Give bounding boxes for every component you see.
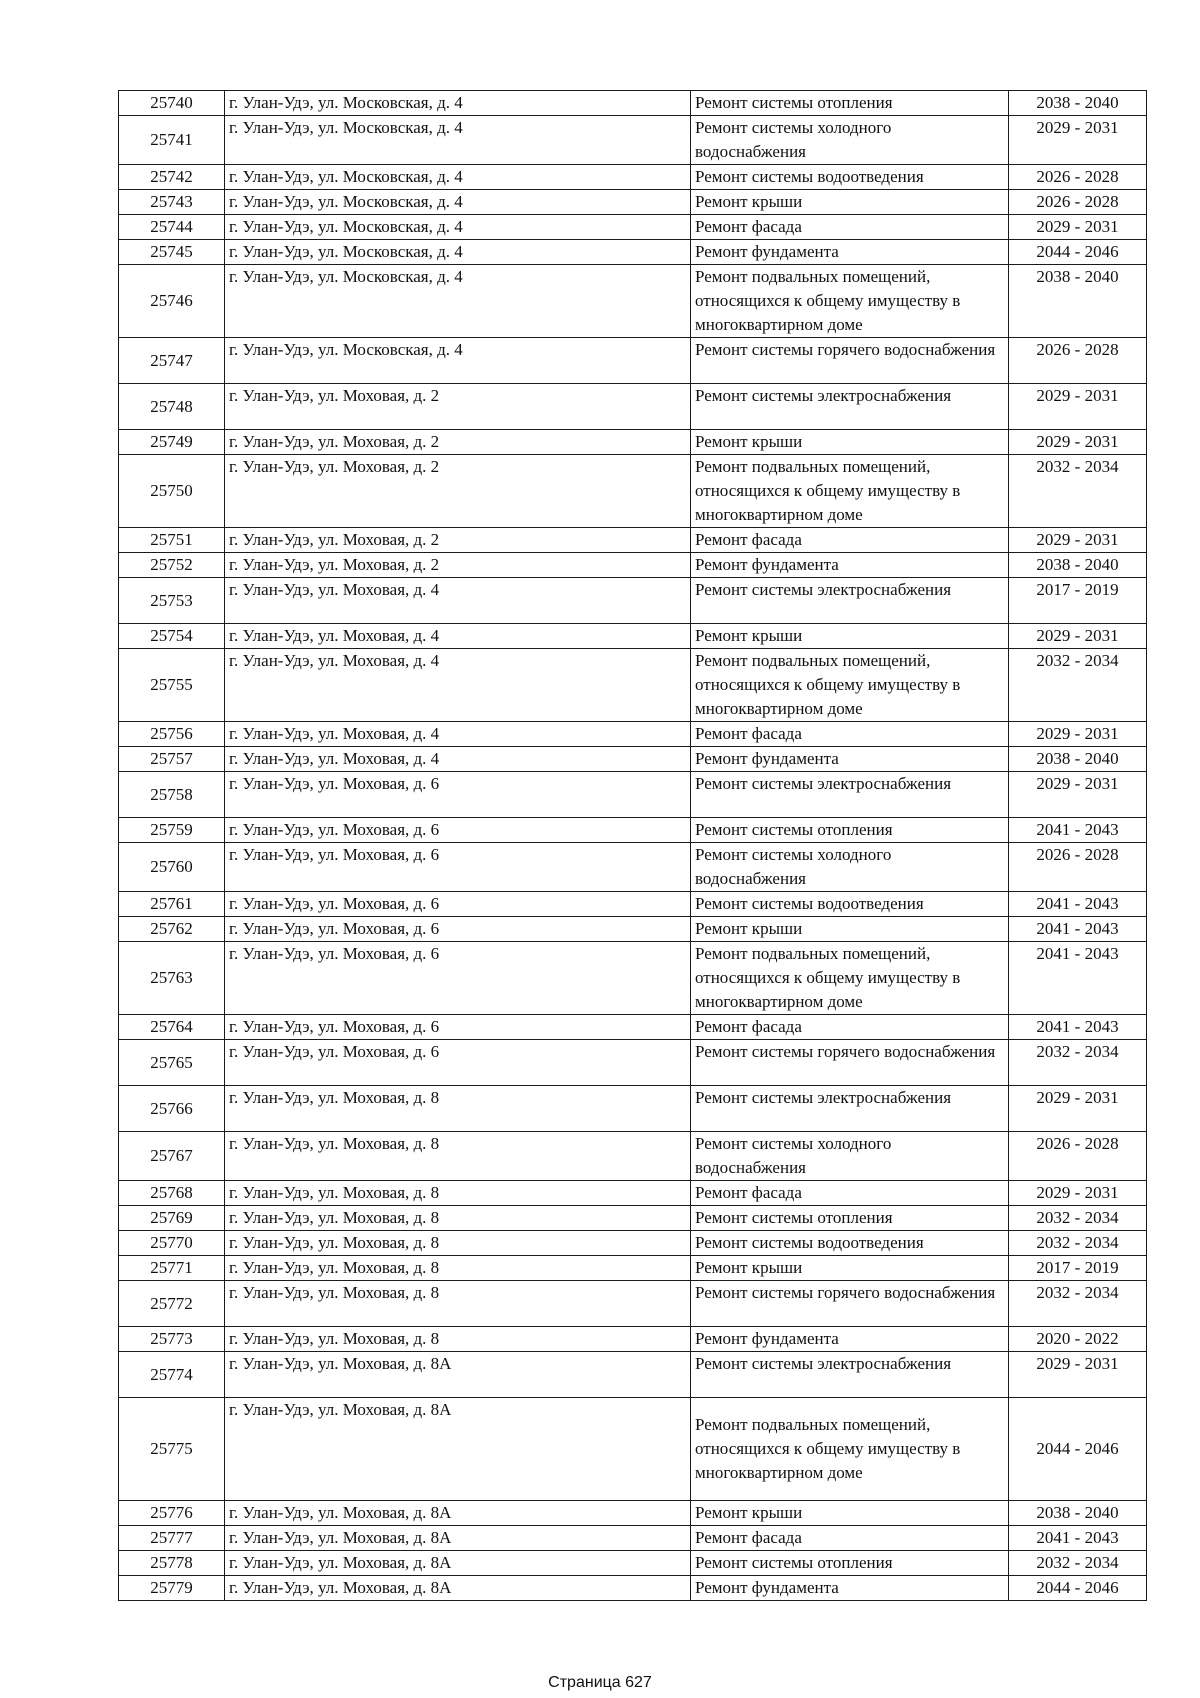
row-number-cell: 25759 [119, 818, 225, 843]
address-cell: г. Улан-Удэ, ул. Моховая, д. 8 [225, 1206, 691, 1231]
table-row [119, 1398, 1147, 1501]
table-row [119, 1256, 1147, 1281]
work-type-cell: Ремонт системы холодного водоснабжения [691, 1132, 1009, 1181]
period-cell: 2041 - 2043 [1009, 1015, 1147, 1040]
row-number-cell: 25762 [119, 917, 225, 942]
address-cell: г. Улан-Удэ, ул. Моховая, д. 6 [225, 942, 691, 1015]
row-number-cell: 25758 [119, 772, 225, 818]
address-cell: г. Улан-Удэ, ул. Моховая, д. 8А [225, 1352, 691, 1398]
address-cell: г. Улан-Удэ, ул. Московская, д. 4 [225, 190, 691, 215]
row-number-cell: 25749 [119, 430, 225, 455]
table-row [119, 215, 1147, 240]
row-number-cell: 25775 [119, 1398, 225, 1501]
row-number-cell: 25770 [119, 1231, 225, 1256]
row-number-cell: 25742 [119, 165, 225, 190]
table-row [119, 1352, 1147, 1398]
row-number-cell: 25745 [119, 240, 225, 265]
address-cell: г. Улан-Удэ, ул. Моховая, д. 2 [225, 528, 691, 553]
row-number-cell: 25753 [119, 578, 225, 624]
table-row [119, 1206, 1147, 1231]
row-number-cell: 25766 [119, 1086, 225, 1132]
row-number-cell: 25769 [119, 1206, 225, 1231]
address-cell: г. Улан-Удэ, ул. Моховая, д. 6 [225, 818, 691, 843]
period-cell: 2026 - 2028 [1009, 190, 1147, 215]
row-number-cell: 25761 [119, 892, 225, 917]
table-row [119, 1281, 1147, 1327]
row-number-cell: 25763 [119, 942, 225, 1015]
address-cell: г. Улан-Удэ, ул. Моховая, д. 4 [225, 578, 691, 624]
work-type-cell: Ремонт системы электроснабжения [691, 1352, 1009, 1398]
table-row [119, 1526, 1147, 1551]
work-type-cell: Ремонт крыши [691, 1501, 1009, 1526]
address-cell: г. Улан-Удэ, ул. Моховая, д. 8 [225, 1086, 691, 1132]
table-row [119, 338, 1147, 384]
work-type-cell: Ремонт подвальных помещений, относящихся к общему имуществу в многоквартирном доме [691, 1398, 1009, 1501]
work-type-cell: Ремонт фасада [691, 1526, 1009, 1551]
work-type-cell: Ремонт фасада [691, 722, 1009, 747]
table-row [119, 240, 1147, 265]
row-number-cell: 25773 [119, 1327, 225, 1352]
work-type-cell: Ремонт крыши [691, 624, 1009, 649]
period-cell: 2032 - 2034 [1009, 1231, 1147, 1256]
address-cell: г. Улан-Удэ, ул. Московская, д. 4 [225, 215, 691, 240]
work-type-cell: Ремонт фасада [691, 1015, 1009, 1040]
period-cell: 2041 - 2043 [1009, 917, 1147, 942]
table-row [119, 624, 1147, 649]
table-row [119, 165, 1147, 190]
row-number-cell: 25776 [119, 1501, 225, 1526]
period-cell: 2017 - 2019 [1009, 1256, 1147, 1281]
table-row [119, 265, 1147, 338]
table-row [119, 892, 1147, 917]
row-number-cell: 25754 [119, 624, 225, 649]
table-row [119, 1576, 1147, 1601]
table-row [119, 1327, 1147, 1352]
row-number-cell: 25764 [119, 1015, 225, 1040]
period-cell: 2029 - 2031 [1009, 1086, 1147, 1132]
address-cell: г. Улан-Удэ, ул. Московская, д. 4 [225, 116, 691, 165]
period-cell: 2029 - 2031 [1009, 1181, 1147, 1206]
row-number-cell: 25772 [119, 1281, 225, 1327]
row-number-cell: 25744 [119, 215, 225, 240]
address-cell: г. Улан-Удэ, ул. Моховая, д. 6 [225, 772, 691, 818]
row-number-cell: 25767 [119, 1132, 225, 1181]
table-row [119, 917, 1147, 942]
period-cell: 2029 - 2031 [1009, 116, 1147, 165]
table-row [119, 1551, 1147, 1576]
work-type-cell: Ремонт крыши [691, 1256, 1009, 1281]
row-number-cell: 25740 [119, 91, 225, 116]
work-type-cell: Ремонт системы водоотведения [691, 165, 1009, 190]
work-type-cell: Ремонт системы горячего водоснабжения [691, 338, 1009, 384]
address-cell: г. Улан-Удэ, ул. Московская, д. 4 [225, 240, 691, 265]
period-cell: 2041 - 2043 [1009, 942, 1147, 1015]
period-cell: 2026 - 2028 [1009, 1132, 1147, 1181]
capital-repair-table [118, 90, 1147, 1601]
work-type-cell: Ремонт фундамента [691, 747, 1009, 772]
row-number-cell: 25747 [119, 338, 225, 384]
period-cell: 2038 - 2040 [1009, 553, 1147, 578]
period-cell: 2029 - 2031 [1009, 430, 1147, 455]
work-type-cell: Ремонт системы отопления [691, 91, 1009, 116]
table-row [119, 942, 1147, 1015]
period-cell: 2038 - 2040 [1009, 265, 1147, 338]
work-type-cell: Ремонт фасада [691, 528, 1009, 553]
table-row [119, 722, 1147, 747]
work-type-cell: Ремонт крыши [691, 190, 1009, 215]
table-row [119, 553, 1147, 578]
row-number-cell: 25750 [119, 455, 225, 528]
work-type-cell: Ремонт подвальных помещений, относящихся к общему имуществу в многоквартирном доме [691, 265, 1009, 338]
work-type-cell: Ремонт фундамента [691, 1327, 1009, 1352]
work-type-cell: Ремонт подвальных помещений, относящихся к общему имуществу в многоквартирном доме [691, 455, 1009, 528]
work-type-cell: Ремонт системы холодного водоснабжения [691, 116, 1009, 165]
table-row [119, 91, 1147, 116]
row-number-cell: 25755 [119, 649, 225, 722]
period-cell: 2029 - 2031 [1009, 215, 1147, 240]
period-cell: 2032 - 2034 [1009, 649, 1147, 722]
address-cell: г. Улан-Удэ, ул. Моховая, д. 6 [225, 917, 691, 942]
address-cell: г. Улан-Удэ, ул. Моховая, д. 6 [225, 843, 691, 892]
row-number-cell: 25757 [119, 747, 225, 772]
period-cell: 2044 - 2046 [1009, 240, 1147, 265]
table-row [119, 649, 1147, 722]
work-type-cell: Ремонт фасада [691, 1181, 1009, 1206]
work-type-cell: Ремонт фундамента [691, 553, 1009, 578]
row-number-cell: 25779 [119, 1576, 225, 1601]
table-row [119, 843, 1147, 892]
work-type-cell: Ремонт фундамента [691, 1576, 1009, 1601]
work-type-cell: Ремонт системы электроснабжения [691, 578, 1009, 624]
row-number-cell: 25778 [119, 1551, 225, 1576]
address-cell: г. Улан-Удэ, ул. Моховая, д. 2 [225, 553, 691, 578]
address-cell: г. Улан-Удэ, ул. Моховая, д. 4 [225, 747, 691, 772]
address-cell: г. Улан-Удэ, ул. Моховая, д. 8 [225, 1181, 691, 1206]
address-cell: г. Улан-Удэ, ул. Моховая, д. 4 [225, 649, 691, 722]
work-type-cell: Ремонт фасада [691, 215, 1009, 240]
address-cell: г. Улан-Удэ, ул. Моховая, д. 2 [225, 384, 691, 430]
table-row [119, 528, 1147, 553]
work-type-cell: Ремонт системы горячего водоснабжения [691, 1281, 1009, 1327]
address-cell: г. Улан-Удэ, ул. Московская, д. 4 [225, 265, 691, 338]
period-cell: 2032 - 2034 [1009, 455, 1147, 528]
row-number-cell: 25765 [119, 1040, 225, 1086]
period-cell: 2029 - 2031 [1009, 772, 1147, 818]
address-cell: г. Улан-Удэ, ул. Московская, д. 4 [225, 91, 691, 116]
table-row [119, 384, 1147, 430]
period-cell: 2044 - 2046 [1009, 1398, 1147, 1501]
address-cell: г. Улан-Удэ, ул. Моховая, д. 8А [225, 1526, 691, 1551]
period-cell: 2041 - 2043 [1009, 818, 1147, 843]
period-cell: 2032 - 2034 [1009, 1551, 1147, 1576]
address-cell: г. Улан-Удэ, ул. Моховая, д. 4 [225, 722, 691, 747]
table-row [119, 116, 1147, 165]
address-cell: г. Улан-Удэ, ул. Моховая, д. 8 [225, 1256, 691, 1281]
period-cell: 2041 - 2043 [1009, 1526, 1147, 1551]
address-cell: г. Улан-Удэ, ул. Моховая, д. 8 [225, 1281, 691, 1327]
row-number-cell: 25774 [119, 1352, 225, 1398]
period-cell: 2017 - 2019 [1009, 578, 1147, 624]
address-cell: г. Улан-Удэ, ул. Моховая, д. 2 [225, 430, 691, 455]
period-cell: 2020 - 2022 [1009, 1327, 1147, 1352]
table-row [119, 818, 1147, 843]
period-cell: 2038 - 2040 [1009, 1501, 1147, 1526]
address-cell: г. Улан-Удэ, ул. Моховая, д. 8А [225, 1501, 691, 1526]
period-cell: 2026 - 2028 [1009, 843, 1147, 892]
address-cell: г. Улан-Удэ, ул. Московская, д. 4 [225, 165, 691, 190]
row-number-cell: 25760 [119, 843, 225, 892]
row-number-cell: 25752 [119, 553, 225, 578]
work-type-cell: Ремонт фундамента [691, 240, 1009, 265]
table-row [119, 1086, 1147, 1132]
table-body [119, 91, 1147, 1601]
table-row [119, 772, 1147, 818]
table-row [119, 1231, 1147, 1256]
table-row [119, 1181, 1147, 1206]
period-cell: 2026 - 2028 [1009, 338, 1147, 384]
address-cell: г. Улан-Удэ, ул. Моховая, д. 8А [225, 1398, 691, 1501]
work-type-cell: Ремонт системы отопления [691, 1206, 1009, 1231]
period-cell: 2032 - 2034 [1009, 1206, 1147, 1231]
period-cell: 2032 - 2034 [1009, 1281, 1147, 1327]
table-row [119, 578, 1147, 624]
row-number-cell: 25741 [119, 116, 225, 165]
period-cell: 2029 - 2031 [1009, 722, 1147, 747]
work-type-cell: Ремонт подвальных помещений, относящихся к общему имуществу в многоквартирном доме [691, 942, 1009, 1015]
period-cell: 2038 - 2040 [1009, 91, 1147, 116]
work-type-cell: Ремонт системы горячего водоснабжения [691, 1040, 1009, 1086]
period-cell: 2029 - 2031 [1009, 624, 1147, 649]
address-cell: г. Улан-Удэ, ул. Моховая, д. 2 [225, 455, 691, 528]
period-cell: 2041 - 2043 [1009, 892, 1147, 917]
work-type-cell: Ремонт крыши [691, 917, 1009, 942]
address-cell: г. Улан-Удэ, ул. Моховая, д. 6 [225, 892, 691, 917]
table-row [119, 1132, 1147, 1181]
table-row [119, 1015, 1147, 1040]
row-number-cell: 25751 [119, 528, 225, 553]
address-cell: г. Улан-Удэ, ул. Моховая, д. 4 [225, 624, 691, 649]
table-row [119, 190, 1147, 215]
period-cell: 2029 - 2031 [1009, 1352, 1147, 1398]
work-type-cell: Ремонт системы электроснабжения [691, 384, 1009, 430]
address-cell: г. Улан-Удэ, ул. Моховая, д. 8 [225, 1327, 691, 1352]
row-number-cell: 25743 [119, 190, 225, 215]
row-number-cell: 25768 [119, 1181, 225, 1206]
period-cell: 2032 - 2034 [1009, 1040, 1147, 1086]
table-row [119, 430, 1147, 455]
row-number-cell: 25777 [119, 1526, 225, 1551]
address-cell: г. Улан-Удэ, ул. Моховая, д. 8 [225, 1231, 691, 1256]
period-cell: 2029 - 2031 [1009, 384, 1147, 430]
work-type-cell: Ремонт крыши [691, 430, 1009, 455]
work-type-cell: Ремонт системы электроснабжения [691, 772, 1009, 818]
period-cell: 2026 - 2028 [1009, 165, 1147, 190]
page-number: Страница 627 [548, 1674, 652, 1691]
table-row [119, 455, 1147, 528]
work-type-cell: Ремонт подвальных помещений, относящихся к общему имуществу в многоквартирном доме [691, 649, 1009, 722]
row-number-cell: 25771 [119, 1256, 225, 1281]
address-cell: г. Улан-Удэ, ул. Моховая, д. 8 [225, 1132, 691, 1181]
period-cell: 2029 - 2031 [1009, 528, 1147, 553]
table-row [119, 1040, 1147, 1086]
work-type-cell: Ремонт системы электроснабжения [691, 1086, 1009, 1132]
row-number-cell: 25756 [119, 722, 225, 747]
address-cell: г. Улан-Удэ, ул. Московская, д. 4 [225, 338, 691, 384]
address-cell: г. Улан-Удэ, ул. Моховая, д. 6 [225, 1040, 691, 1086]
row-number-cell: 25748 [119, 384, 225, 430]
period-cell: 2044 - 2046 [1009, 1576, 1147, 1601]
work-type-cell: Ремонт системы водоотведения [691, 892, 1009, 917]
table-row [119, 1501, 1147, 1526]
work-type-cell: Ремонт системы водоотведения [691, 1231, 1009, 1256]
work-type-cell: Ремонт системы отопления [691, 818, 1009, 843]
row-number-cell: 25746 [119, 265, 225, 338]
table-row [119, 747, 1147, 772]
work-type-cell: Ремонт системы холодного водоснабжения [691, 843, 1009, 892]
period-cell: 2038 - 2040 [1009, 747, 1147, 772]
address-cell: г. Улан-Удэ, ул. Моховая, д. 8А [225, 1576, 691, 1601]
address-cell: г. Улан-Удэ, ул. Моховая, д. 6 [225, 1015, 691, 1040]
address-cell: г. Улан-Удэ, ул. Моховая, д. 8А [225, 1551, 691, 1576]
work-type-cell: Ремонт системы отопления [691, 1551, 1009, 1576]
